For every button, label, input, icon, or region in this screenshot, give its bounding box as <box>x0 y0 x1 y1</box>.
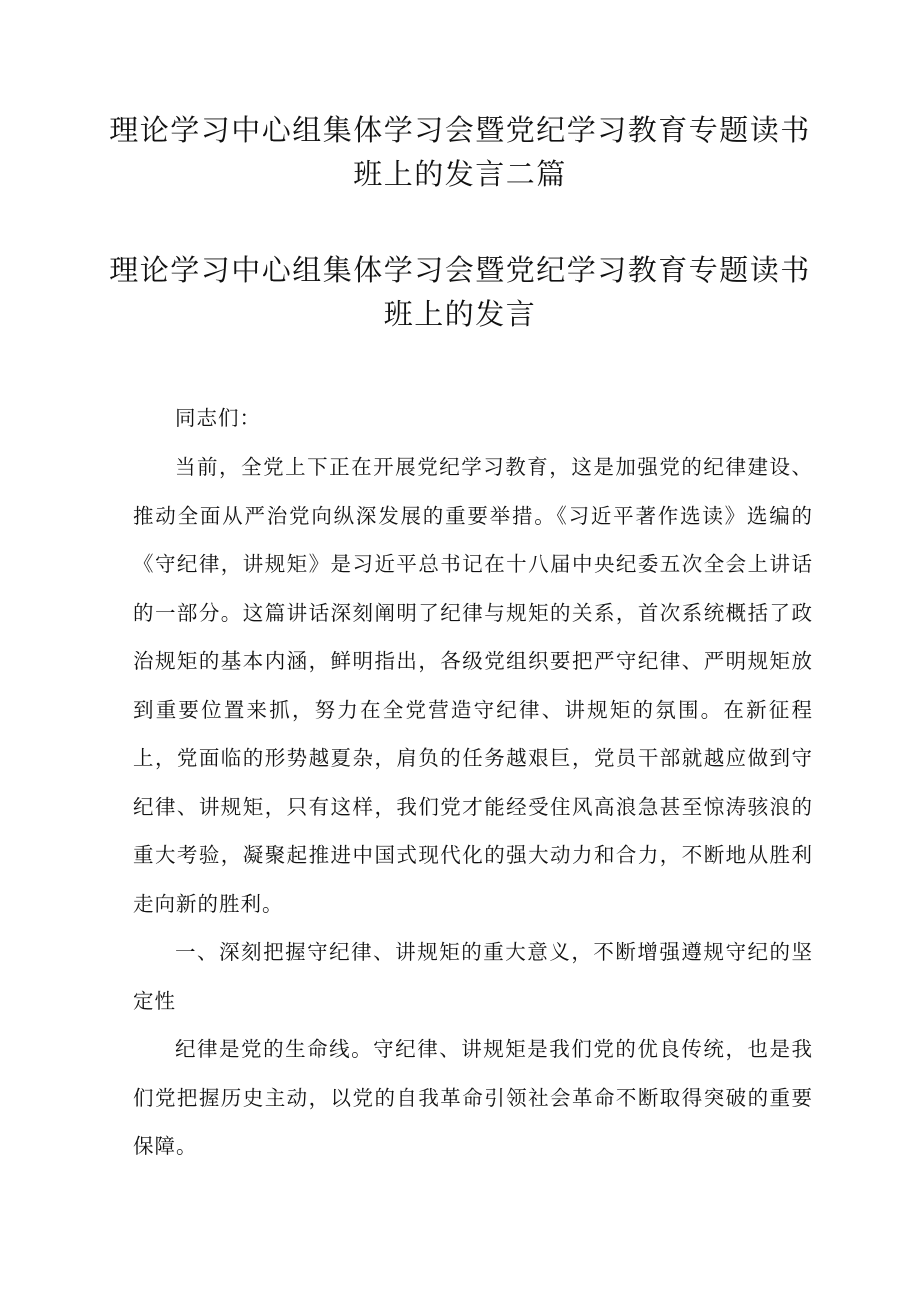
paragraph-section-1: 纪律是党的生命线。守纪律、讲规矩是我们党的优良传统，也是我们党把握历史主动，以党的自我革命引领社会革命不断取得突破的重要保障。 <box>133 1037 813 1158</box>
salutation-block <box>133 394 813 443</box>
sub-title: 理论学习中心组集体学习会暨党纪学习教育专题读书班上的发言 <box>109 253 811 331</box>
body-text <box>133 443 813 1171</box>
paragraph-intro: 当前，全党上下正在开展党纪学习教育，这是加强党的纪律建设、推动全面从严治党向纵深发展的重要举措。《习近平著作选读》选编的《守纪律，讲规矩》是习近平总书记在十八届中央纪委五次全会上讲话的一部分。这篇讲话深刻阐明了纪律与规矩的关系，首次系统概括了政治规矩的基本内涵，鲜明指出，各级党组织要把严守纪律、严明规矩放到重要位置来抓，努力在全党营造守纪律、讲规矩的氛围。在新征程上，党面临的形势越夏杂，肩负的任务越艰巨，党员干部就越应做到守纪律、讲规矩，只有这样，我们党才能经受住风高浪急甚至惊涛骇浪的重大考验，凝聚起推进中国式现代化的强大动力和合力，不断地从胜利走向新的胜利。 <box>133 455 813 916</box>
salutation: 同志们： <box>175 406 261 430</box>
main-title: 理论学习中心组集体学习会暨党纪学习教育专题读书班上的发言二篇 <box>109 113 811 191</box>
section-heading-1: 一、深刻把握守纪律、讲规矩的重大意义，不断增强遵规守纪的坚定性 <box>133 940 813 1013</box>
